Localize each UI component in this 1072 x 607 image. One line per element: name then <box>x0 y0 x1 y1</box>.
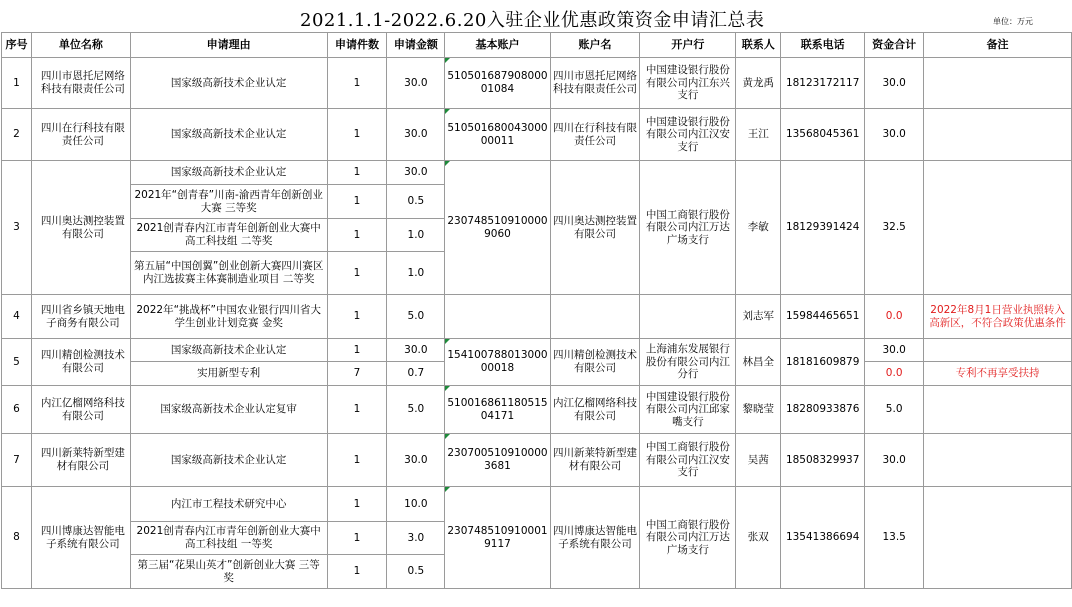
cell-reason[interactable]: 2021创青春内江市青年创新创业大赛中高工科技组 二等奖 <box>130 219 327 252</box>
cell-reason[interactable]: 国家级高新技术企业认定 <box>130 109 327 161</box>
table-row <box>2 434 1072 487</box>
table-title: 2021.1.1-2022.6.20入驻企业优惠政策资金申请汇总表 <box>300 10 765 31</box>
cell-bank[interactable]: 中国建设银行股份有限公司内江东兴支行 <box>640 58 736 109</box>
cell-reason[interactable]: 2021创青春内江市青年创新创业大赛中高工科技组 一等奖 <box>130 522 327 555</box>
cell-remark[interactable] <box>924 161 1072 295</box>
col-header-amount[interactable]: 申请金额 <box>387 33 445 58</box>
cell-count[interactable]: 1 <box>327 109 387 161</box>
cell-count[interactable]: 1 <box>327 185 387 219</box>
cell-account-name[interactable]: 四川新莱特新型建材有限公司 <box>550 434 640 487</box>
cell-remark[interactable] <box>924 339 1072 362</box>
cell-total[interactable]: 13.5 <box>865 487 924 589</box>
cell-seq[interactable]: 7 <box>2 434 32 487</box>
cell-bank[interactable]: 中国工商银行股份有限公司内江万达广场支行 <box>640 487 736 589</box>
summary-table <box>1 32 1072 589</box>
table-row <box>2 295 1072 339</box>
cell-amount[interactable]: 0.5 <box>387 555 445 589</box>
cell-reason[interactable]: 2022年“挑战杯”中国农业银行四川省大学生创业计划竞赛 金奖 <box>130 295 327 339</box>
cell-seq[interactable]: 1 <box>2 58 32 109</box>
cell-contact[interactable]: 张双 <box>736 487 781 589</box>
cell-amount[interactable]: 30.0 <box>387 109 445 161</box>
cell-total[interactable]: 0.0 <box>865 295 924 339</box>
table-row <box>2 339 1072 362</box>
cell-company[interactable]: 四川省乡镇天地电子商务有限公司 <box>31 295 130 339</box>
cell-count[interactable]: 1 <box>327 295 387 339</box>
cell-company[interactable]: 四川在行科技有限责任公司 <box>31 109 130 161</box>
cell-account[interactable]: 510501680043000 00011 <box>445 109 550 161</box>
cell-bank[interactable]: 中国建设银行股份有限公司内江汉安支行 <box>640 109 736 161</box>
col-header-phone[interactable]: 联系电话 <box>781 33 865 58</box>
cell-account[interactable]: 510016861180515 04171 <box>445 386 550 434</box>
cell-phone[interactable]: 18123172117 <box>781 58 865 109</box>
cell-reason[interactable]: 实用新型专利 <box>130 362 327 386</box>
cell-bank[interactable]: 中国建设银行股份有限公司内江邱家嘴支行 <box>640 386 736 434</box>
cell-count[interactable]: 1 <box>327 161 387 185</box>
cell-count[interactable]: 1 <box>327 434 387 487</box>
cell-seq[interactable]: 2 <box>2 109 32 161</box>
cell-amount[interactable]: 3.0 <box>387 522 445 555</box>
cell-contact[interactable]: 黎晓莹 <box>736 386 781 434</box>
cell-count[interactable]: 1 <box>327 58 387 109</box>
cell-contact[interactable]: 王江 <box>736 109 781 161</box>
table-row <box>2 109 1072 161</box>
table-title-bar <box>0 4 1072 30</box>
cell-amount[interactable]: 30.0 <box>387 161 445 185</box>
cell-account[interactable]: 230748510910001 9117 <box>445 487 550 589</box>
cell-remark[interactable] <box>924 109 1072 161</box>
cell-amount[interactable]: 30.0 <box>387 434 445 487</box>
cell-amount[interactable]: 0.5 <box>387 185 445 219</box>
cell-count[interactable]: 1 <box>327 386 387 434</box>
cell-account-name[interactable] <box>550 295 640 339</box>
cell-bank[interactable]: 上海浦东发展银行股份有限公司内江分行 <box>640 339 736 386</box>
cell-count[interactable]: 1 <box>327 252 387 295</box>
cell-amount[interactable]: 5.0 <box>387 295 445 339</box>
cell-total[interactable]: 5.0 <box>865 386 924 434</box>
cell-remark[interactable] <box>924 434 1072 487</box>
cell-reason[interactable]: 第三届“花果山英才”创新创业大赛 三等奖 <box>130 555 327 589</box>
cell-reason[interactable]: 2021年“创青春”川南-渝西青年创新创业大赛 三等奖 <box>130 185 327 219</box>
cell-contact[interactable]: 林昌全 <box>736 339 781 386</box>
cell-account-name[interactable]: 内江亿榴网络科技有限公司 <box>550 386 640 434</box>
cell-phone[interactable]: 15984465651 <box>781 295 865 339</box>
cell-account[interactable]: 510501687908000 01084 <box>445 58 550 109</box>
cell-total[interactable]: 30.0 <box>865 109 924 161</box>
cell-total[interactable]: 30.0 <box>865 434 924 487</box>
cell-total[interactable]: 32.5 <box>865 161 924 295</box>
cell-phone[interactable]: 18129391424 <box>781 161 865 295</box>
cell-remark[interactable] <box>924 487 1072 589</box>
table-row <box>2 161 1072 185</box>
cell-reason[interactable]: 第五届“中国创翼”创业创新大赛四川赛区内江选拔赛主体赛制造业项目 二等奖 <box>130 252 327 295</box>
col-header-account[interactable]: 基本账户 <box>445 33 550 58</box>
cell-count[interactable]: 1 <box>327 339 387 362</box>
cell-seq[interactable]: 8 <box>2 487 32 589</box>
cell-account-name[interactable]: 四川博康达智能电子系统有限公司 <box>550 487 640 589</box>
cell-seq[interactable]: 4 <box>2 295 32 339</box>
col-header-count[interactable]: 申请件数 <box>327 33 387 58</box>
cell-phone[interactable]: 13541386694 <box>781 487 865 589</box>
cell-count[interactable]: 1 <box>327 555 387 589</box>
cell-phone[interactable]: 18508329937 <box>781 434 865 487</box>
cell-account[interactable]: 154100788013000 00018 <box>445 339 550 386</box>
cell-phone[interactable]: 18181609879 <box>781 339 865 386</box>
cell-reason[interactable]: 国家级高新技术企业认定 <box>130 434 327 487</box>
table-row <box>2 386 1072 434</box>
cell-bank[interactable]: 中国工商银行股份有限公司内江万达广场支行 <box>640 161 736 295</box>
table-row <box>2 58 1072 109</box>
cell-contact[interactable]: 黄龙禹 <box>736 58 781 109</box>
cell-company[interactable]: 四川奥达测控装置有限公司 <box>31 161 130 295</box>
cell-company[interactable]: 四川精创检测技术有限公司 <box>31 339 130 386</box>
col-header-company[interactable]: 单位名称 <box>31 33 130 58</box>
cell-account[interactable]: 230700510910000 3681 <box>445 434 550 487</box>
cell-company[interactable]: 四川市恩托尼网络科技有限责任公司 <box>31 58 130 109</box>
col-header-account-name[interactable]: 账户名 <box>550 33 640 58</box>
cell-reason[interactable]: 国家级高新技术企业认定复审 <box>130 386 327 434</box>
col-header-bank[interactable]: 开户行 <box>640 33 736 58</box>
cell-amount[interactable]: 0.7 <box>387 362 445 386</box>
cell-company[interactable]: 内江亿榴网络科技有限公司 <box>31 386 130 434</box>
cell-account[interactable]: 230748510910000 9060 <box>445 161 550 295</box>
cell-reason[interactable]: 国家级高新技术企业认定 <box>130 161 327 185</box>
cell-account-name[interactable]: 四川精创检测技术有限公司 <box>550 339 640 386</box>
cell-count[interactable]: 7 <box>327 362 387 386</box>
cell-count[interactable]: 1 <box>327 522 387 555</box>
cell-phone[interactable]: 13568045361 <box>781 109 865 161</box>
header-row <box>2 33 1072 58</box>
cell-reason[interactable]: 国家级高新技术企业认定 <box>130 58 327 109</box>
unit-label: 单位：万元 <box>993 17 1033 26</box>
cell-account-name[interactable]: 四川市恩托尼网络科技有限责任公司 <box>550 58 640 109</box>
cell-amount[interactable]: 10.0 <box>387 487 445 522</box>
cell-contact[interactable]: 李敏 <box>736 161 781 295</box>
cell-total[interactable]: 0.0 <box>865 362 924 386</box>
cell-amount[interactable]: 30.0 <box>387 339 445 362</box>
cell-amount[interactable]: 1.0 <box>387 219 445 252</box>
cell-total[interactable]: 30.0 <box>865 339 924 362</box>
cell-company[interactable]: 四川博康达智能电子系统有限公司 <box>31 487 130 589</box>
cell-amount[interactable]: 5.0 <box>387 386 445 434</box>
cell-remark[interactable] <box>924 58 1072 109</box>
cell-bank[interactable] <box>640 295 736 339</box>
cell-account-name[interactable]: 四川在行科技有限责任公司 <box>550 109 640 161</box>
table-row <box>2 487 1072 522</box>
cell-seq[interactable]: 3 <box>2 161 32 295</box>
cell-total[interactable]: 30.0 <box>865 58 924 109</box>
col-header-contact[interactable]: 联系人 <box>736 33 781 58</box>
cell-reason[interactable]: 内江市工程技术研究中心 <box>130 487 327 522</box>
col-header-reason[interactable]: 申请理由 <box>130 33 327 58</box>
cell-seq[interactable]: 6 <box>2 386 32 434</box>
cell-bank[interactable]: 中国工商银行股份有限公司内江汉安支行 <box>640 434 736 487</box>
cell-remark[interactable] <box>924 386 1072 434</box>
cell-amount[interactable]: 30.0 <box>387 58 445 109</box>
col-header-total[interactable]: 资金合计 <box>865 33 924 58</box>
cell-seq[interactable]: 5 <box>2 339 32 386</box>
cell-phone[interactable]: 18280933876 <box>781 386 865 434</box>
cell-amount[interactable]: 1.0 <box>387 252 445 295</box>
cell-account-name[interactable]: 四川奥达测控装置有限公司 <box>550 161 640 295</box>
cell-remark[interactable]: 专利不再享受扶持 <box>924 362 1072 386</box>
cell-contact[interactable]: 刘志军 <box>736 295 781 339</box>
cell-account[interactable] <box>445 295 550 339</box>
cell-count[interactable]: 1 <box>327 219 387 252</box>
cell-company[interactable]: 四川新莱特新型建材有限公司 <box>31 434 130 487</box>
cell-reason[interactable]: 国家级高新技术企业认定 <box>130 339 327 362</box>
cell-count[interactable]: 1 <box>327 487 387 522</box>
col-header-seq[interactable]: 序号 <box>2 33 32 58</box>
cell-contact[interactable]: 吴茜 <box>736 434 781 487</box>
cell-remark[interactable]: 2022年8月1日营业执照转入高新区，不符合政策优惠条件 <box>924 295 1072 339</box>
col-header-remark[interactable]: 备注 <box>924 33 1072 58</box>
